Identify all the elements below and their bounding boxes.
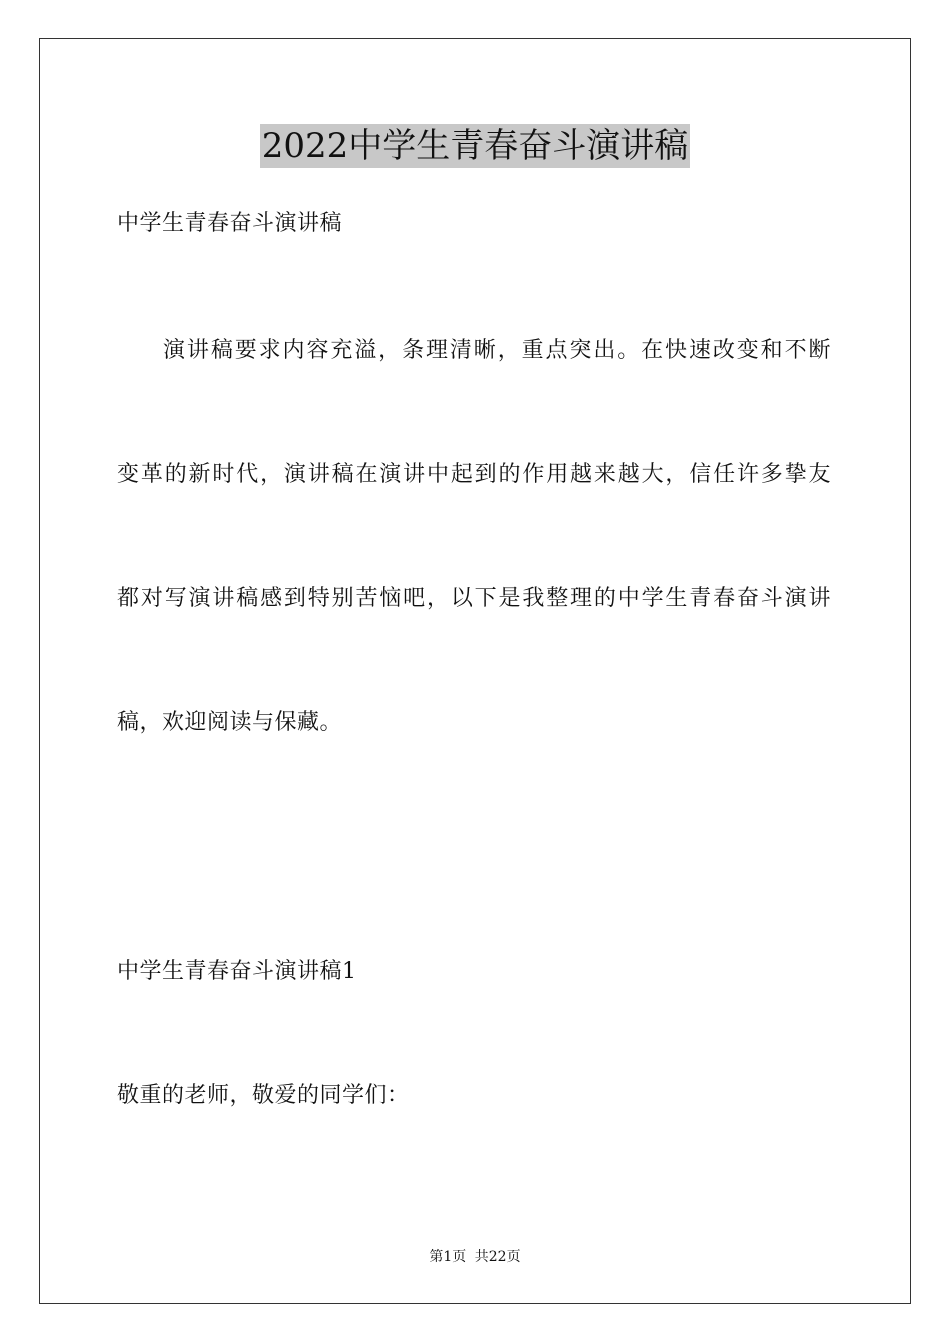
- page-number: 第1页: [429, 1249, 467, 1265]
- title-container: [0, 124, 950, 168]
- page-footer: [0, 1247, 950, 1267]
- intro-line-2: 变革的新时代，演讲稿在演讲中起到的作用越来越大，信任许多挚友: [117, 462, 831, 487]
- page-total: 共22页: [474, 1249, 521, 1265]
- greeting-line: 敬重的老师，敬爱的同学们：: [117, 1083, 410, 1108]
- intro-line-4: 稿，欢迎阅读与保藏。: [117, 710, 343, 735]
- intro-line-3: 都对写演讲稿感到特别苦恼吧，以下是我整理的中学生青春奋斗演讲: [117, 586, 831, 611]
- section-heading: 中学生青春奋斗演讲稿1: [117, 959, 357, 984]
- intro-line-1: 演讲稿要求内容充溢，条理清晰，重点突出。在快速改变和不断: [163, 338, 831, 363]
- document-title: 2022中学生青春奋斗演讲稿: [261, 126, 689, 166]
- document-subtitle: 中学生青春奋斗演讲稿: [117, 211, 343, 236]
